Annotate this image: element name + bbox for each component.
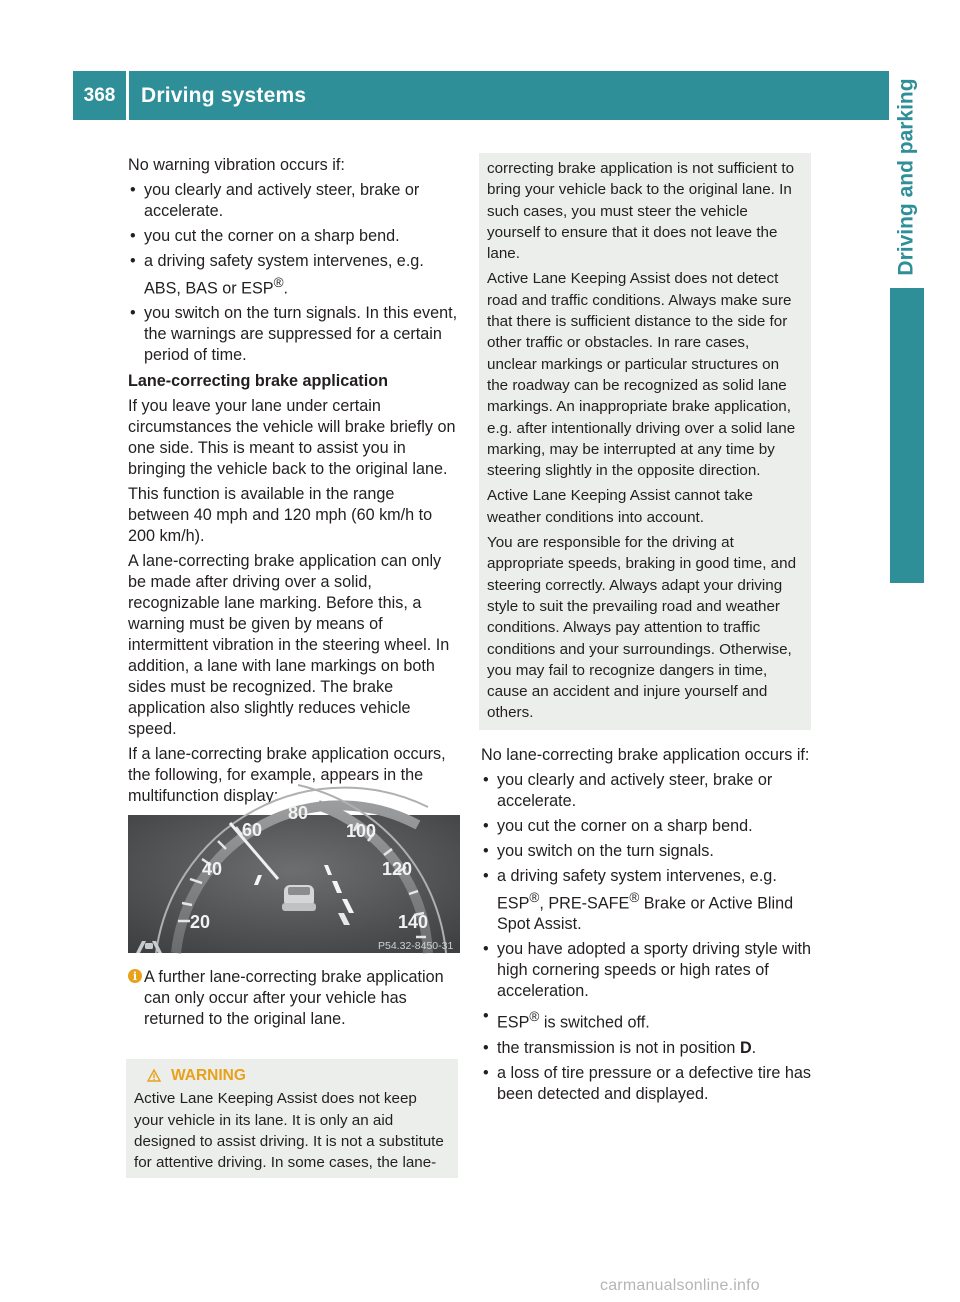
- info-note-text: A further lane-correcting brake application can only occur after your vehicle has returned to the original lane.: [144, 968, 444, 1029]
- info-icon: i: [128, 969, 142, 983]
- list-item-text: ESP: [497, 1013, 530, 1032]
- speedometer-image: [128, 803, 460, 953]
- list-item: • a loss of tire pressure or a defective tire has been detected and displayed.: [481, 1063, 813, 1105]
- speed-label-40: 40: [202, 859, 223, 880]
- list-item: • you have adopted a sporty driving style with high cornering speeds or high rates of acceleration.: [481, 939, 813, 1002]
- list-item-text: a driving safety system intervenes, e.g. ESP: [497, 867, 777, 913]
- registered-mark: ®: [273, 275, 284, 290]
- speed-label-80: 80: [288, 803, 309, 824]
- warning-paragraph: correcting brake application is not sufficient to bring your vehicle back to the original lane. In such cases, you must steer the vehicle yourself to ensure that it does not leave the lane.: [487, 160, 795, 263]
- registered-mark: ®: [629, 890, 640, 905]
- list-item: • you clearly and actively steer, brake or accelerate.: [128, 180, 460, 222]
- list-item: • you switch on the turn signals.: [481, 841, 813, 862]
- list-item-text: a driving safety system intervenes, e.g. ABS, BAS or ESP: [144, 252, 424, 298]
- speed-label-140: 140: [398, 912, 429, 933]
- list-item: • you cut the corner on a sharp bend.: [128, 226, 460, 247]
- info-note: [128, 967, 460, 1030]
- warning-box: [126, 1059, 458, 1178]
- no-warning-list: [128, 180, 460, 366]
- speed-label-100: 100: [346, 821, 377, 842]
- section-heading: Lane-correcting brake application: [128, 372, 388, 391]
- side-tab-label: Driving and parking: [895, 78, 919, 276]
- warning-paragraph: Active Lane Keeping Assist cannot take weather conditions into account.: [487, 487, 753, 526]
- list-item: [481, 1006, 813, 1033]
- list-item-text: is switched off.: [539, 1013, 650, 1032]
- speed-label-60: 60: [242, 820, 263, 841]
- no-brake-intro: No lane-correcting brake application occurs if:: [481, 746, 810, 764]
- paragraph: If you leave your lane under certain circumstances the vehicle will brake briefly on one side. This is meant to assist you in bringing the vehicle back to the original lane.: [128, 397, 456, 479]
- side-tab-block: [890, 288, 924, 583]
- list-item: [481, 866, 813, 935]
- paragraph: If a lane-correcting brake application occurs, the following, for example, appears in the multifunction display:: [128, 745, 446, 806]
- watermark: carmanualsonline.info: [600, 1277, 760, 1294]
- car-icon: [282, 885, 316, 911]
- multifunction-display-figure: [128, 803, 460, 953]
- side-tab: [890, 71, 924, 283]
- warning-heading: [134, 1065, 450, 1086]
- list-item: [128, 251, 460, 299]
- list-item-text: the transmission is not in position: [497, 1038, 740, 1057]
- header-separator: [126, 71, 129, 120]
- list-item-end: .: [283, 279, 289, 298]
- list-item: • you clearly and actively steer, brake or accelerate.: [481, 770, 813, 812]
- paragraph: This function is available in the range between 40 mph and 120 mph (60 km/h to 200 km/h).: [128, 485, 433, 546]
- figure-code: P54.32-8450-31: [378, 940, 454, 953]
- gear-position: D: [739, 1038, 752, 1057]
- no-brake-list: [481, 770, 813, 1105]
- registered-mark: ®: [529, 1009, 540, 1025]
- speed-label-120: 120: [382, 859, 413, 880]
- warning-triangle-icon: [147, 1069, 161, 1082]
- right-column: [481, 745, 813, 1109]
- page-number: 368: [83, 84, 116, 106]
- list-item-end: .: [751, 1038, 757, 1057]
- warning-box-continued: [479, 153, 811, 730]
- list-item-text: , PRE-SAFE: [539, 894, 630, 913]
- list-item: [481, 1038, 813, 1059]
- left-column: [128, 155, 460, 1034]
- no-warning-intro: No warning vibration occurs if:: [128, 156, 345, 174]
- warning-title: WARNING: [171, 1067, 246, 1084]
- registered-mark: ®: [529, 890, 540, 905]
- list-item: • you switch on the turn signals. In this event, the warnings are suppressed for a certain period of time.: [128, 303, 460, 366]
- warning-paragraph: You are responsible for the driving at appropriate speeds, braking in good time, and steering correctly. Always adapt your driving style to suit the prevailing road and weather conditions. Always pay attention to traffic conditions and your surroundings. Otherwise, you may fail to recognize dangers in time, cause an accident and injure yourself and others.: [487, 534, 797, 722]
- list-item: • you cut the corner on a sharp bend.: [481, 816, 813, 837]
- page-title: Driving systems: [141, 83, 307, 107]
- warning-paragraph: Active Lane Keeping Assist does not detect road and traffic conditions. Always make sure that there is sufficient distance to the side for other traffic or obstacles. In rare cases, unclear markings or particular structures on the roadway can be recognized as solid lane markings. An inappropriate brake application, e.g. after intentionally driving over a solid lane marking, may be interrupted at any time by steering slightly in the opposite direction.: [487, 270, 796, 480]
- speed-label-20: 20: [190, 912, 211, 933]
- paragraph: A lane-correcting brake application can only be made after driving over a solid, recognizable lane marking. Before this, a warning must be given by means of intermittent vibration in the steering wheel. In addition, a lane with lane markings on both sides must be recognized. The brake application also slightly reduces vehicle speed.: [128, 552, 450, 739]
- list-item-text: Brake or Active Blind Spot Assist.: [497, 894, 794, 934]
- warning-text: Active Lane Keeping Assist does not keep your vehicle in its lane. It is only an aid designed to assist driving. It is not a substitute for attentive driving. In some cases, the lane-: [134, 1090, 444, 1172]
